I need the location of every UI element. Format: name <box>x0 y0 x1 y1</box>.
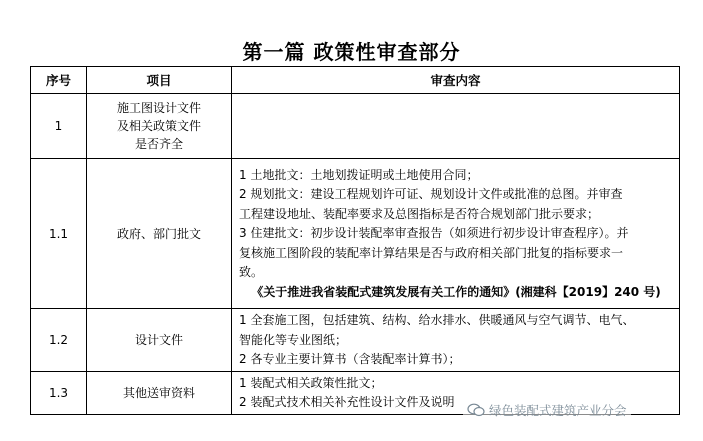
row-content <box>232 309 680 372</box>
watermark-text: 绿色装配式建筑产业分会 <box>489 403 627 418</box>
row-item <box>87 94 232 159</box>
table-row <box>31 159 680 309</box>
table-header-row <box>31 67 680 94</box>
row-item: 其他送审资料 <box>87 371 232 414</box>
content-line: 1 装配式相关政策性批文； <box>239 375 383 390</box>
table-row <box>31 309 680 372</box>
watermark <box>463 398 631 422</box>
content-line: 1 土地批文：土地划拨证明或土地使用合同； <box>239 167 479 182</box>
header-seq: 序号 <box>31 67 87 94</box>
content-line: 工程建设地址、装配率要求及总图指标是否符合规划部门批示要求； <box>239 206 600 221</box>
content-line: 智能化等专业图纸； <box>239 332 348 347</box>
row-item-line: 施工图设计文件 <box>116 101 201 115</box>
row-item-line: 及相关政策文件 <box>116 119 201 133</box>
row-seq: 1.3 <box>31 371 87 414</box>
content-line: 致。 <box>239 265 264 280</box>
row-content <box>232 159 680 309</box>
content-line: 2 各专业主要计算书（含装配率计算书）； <box>239 352 461 366</box>
row-content <box>232 94 680 159</box>
content-line: 1 全套施工图，包括建筑、结构、给水排水、供暖通风与空气调节、电气、 <box>239 313 635 327</box>
row-seq: 1.1 <box>31 159 87 309</box>
row-item-line: 是否齐全 <box>134 137 183 151</box>
wechat-icon <box>467 403 485 417</box>
row-item: 政府、部门批文 <box>87 159 232 309</box>
table-row <box>31 94 680 159</box>
content-line: 复核施工图阶段的装配率计算结果是否与政府相关部门批复的指标要求一 <box>239 245 624 260</box>
review-table <box>30 66 680 415</box>
row-seq: 1.2 <box>31 309 87 372</box>
header-item: 项目 <box>87 67 232 94</box>
page-title: 第一篇 政策性审查部分 <box>242 40 461 64</box>
content-line: 2 装配式技术相关补充性设计文件及说明 <box>239 395 455 409</box>
row-item: 设计文件 <box>87 309 232 372</box>
header-content: 审查内容 <box>232 67 680 94</box>
content-line: 3 住建批文：初步设计装配率审查报告（如须进行初步设计审查程序）。并 <box>239 226 629 241</box>
row-seq: 1 <box>31 94 87 159</box>
content-line: 2 规划批文：建设工程规划许可证、规划设计文件或批准的总图。并审查 <box>239 187 623 202</box>
policy-reference: 《关于推进我省装配式建筑发展有关工作的通知》(湘建科【2019】240 号) <box>251 284 661 299</box>
